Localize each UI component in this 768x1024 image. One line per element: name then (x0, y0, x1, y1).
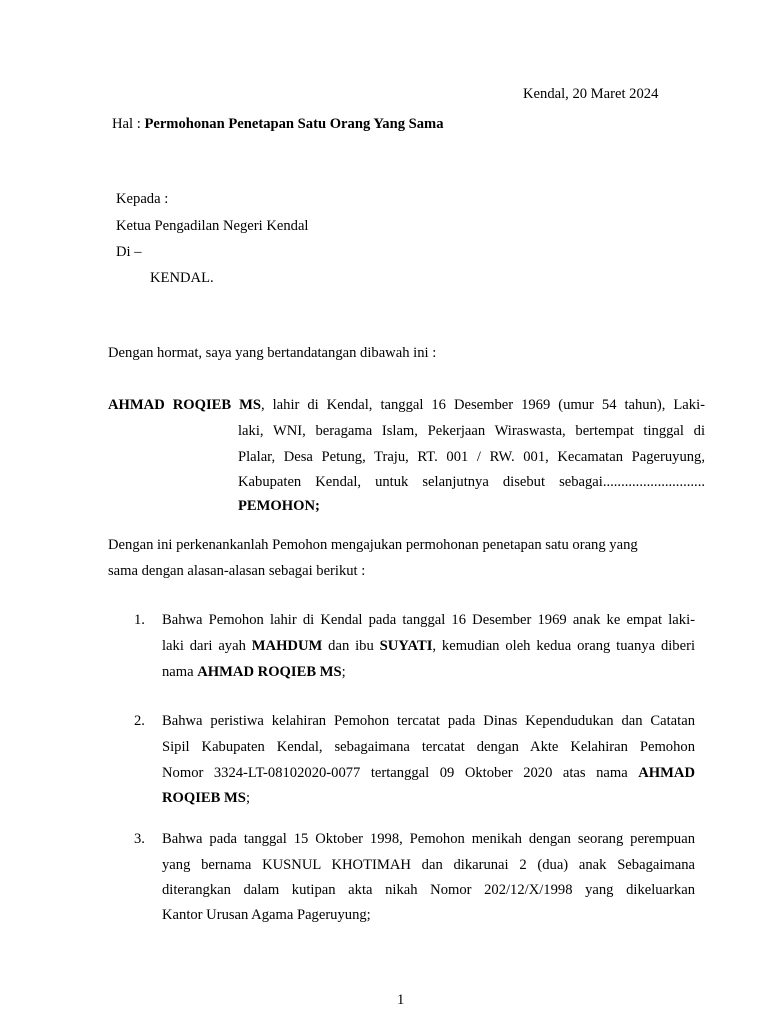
reason-2-line-1: Bahwa peristiwa kelahiran Pemohon tercatat pada Dinas Kependudukan dan Catatan (162, 713, 695, 729)
reason-2-line-4: ROQIEB MS; (162, 790, 250, 806)
applicant-line-2: laki, WNI, beragama Islam, Pekerjaan Wiraswasta, bertempat tinggal di (238, 423, 705, 439)
addressee-recipient: Ketua Pengadilan Negeri Kendal (116, 218, 309, 234)
addressee-to: Kepada : (116, 191, 169, 207)
mother-name: SUYATI (379, 638, 433, 654)
father-name: MAHDUM (251, 638, 323, 654)
reason-2-line-2: Sipil Kabupaten Kendal, sebagaimana tercatat dengan Akte Kelahiran Pemohon (162, 739, 695, 755)
greeting: Dengan hormat, saya yang bertandatangan dibawah ini : (108, 345, 437, 361)
place-date: Kendal, 20 Maret 2024 (523, 86, 659, 102)
reason-1-line-3: nama AHMAD ROQIEB MS; (162, 664, 346, 680)
reason-1-line-2: laki dari ayah MAHDUM dan ibu SUYATI, kemudian oleh kedua orang tuanya diberi (162, 638, 695, 654)
addressee-city: KENDAL. (150, 270, 214, 286)
subject-text: Permohonan Penetapan Satu Orang Yang Sama (144, 116, 444, 132)
reason-3-line-3: diterangkan dalam kutipan akta nikah Nomor 202/12/X/1998 yang dikeluarkan (162, 882, 695, 898)
subject-line (112, 116, 444, 133)
applicant-name-bold: AHMAD ROQIEB MS (197, 664, 342, 680)
reason-3-number: 3. (134, 831, 145, 847)
reason-3-line-4: Kantor Urusan Agama Pageruyung; (162, 907, 371, 923)
subject-label: Hal : (112, 116, 141, 132)
applicant-line-1: AHMAD ROQIEB MS, lahir di Kendal, tanggal 16 Desember 1969 (umur 54 tahun), Laki- (108, 397, 705, 413)
applicant-name: AHMAD ROQIEB MS (108, 397, 261, 413)
reason-2-number: 2. (134, 713, 145, 729)
intro-line-2: sama dengan alasan-alasan sebagai berikut : (108, 563, 366, 579)
reason-1-line-1: Bahwa Pemohon lahir di Kendal pada tanggal 16 Desember 1969 anak ke empat laki- (162, 612, 695, 628)
addressee-at: Di – (116, 244, 142, 260)
page-number: 1 (397, 992, 405, 1008)
reason-3-line-1: Bahwa pada tanggal 15 Oktober 1998, Pemohon menikah dengan seorang perempuan (162, 831, 695, 847)
applicant-line-4: Kabupaten Kendal, untuk selanjutnya disebut sebagai............................ (238, 474, 705, 490)
intro-line-1: Dengan ini perkenankanlah Pemohon mengajukan permohonan penetapan satu orang yang (108, 537, 638, 553)
reason-1-number: 1. (134, 612, 145, 628)
applicant-line-3: Plalar, Desa Petung, Traju, RT. 001 / RW. 001, Kecamatan Pageruyung, (238, 449, 705, 465)
applicant-role: PEMOHON; (238, 498, 320, 514)
reason-2-line-3: Nomor 3324-LT-08102020-0077 tertanggal 09 Oktober 2020 atas nama AHMAD (162, 765, 695, 781)
reason-3-line-2: yang bernama KUSNUL KHOTIMAH dan dikarunai 2 (dua) anak Sebagaimana (162, 857, 695, 873)
